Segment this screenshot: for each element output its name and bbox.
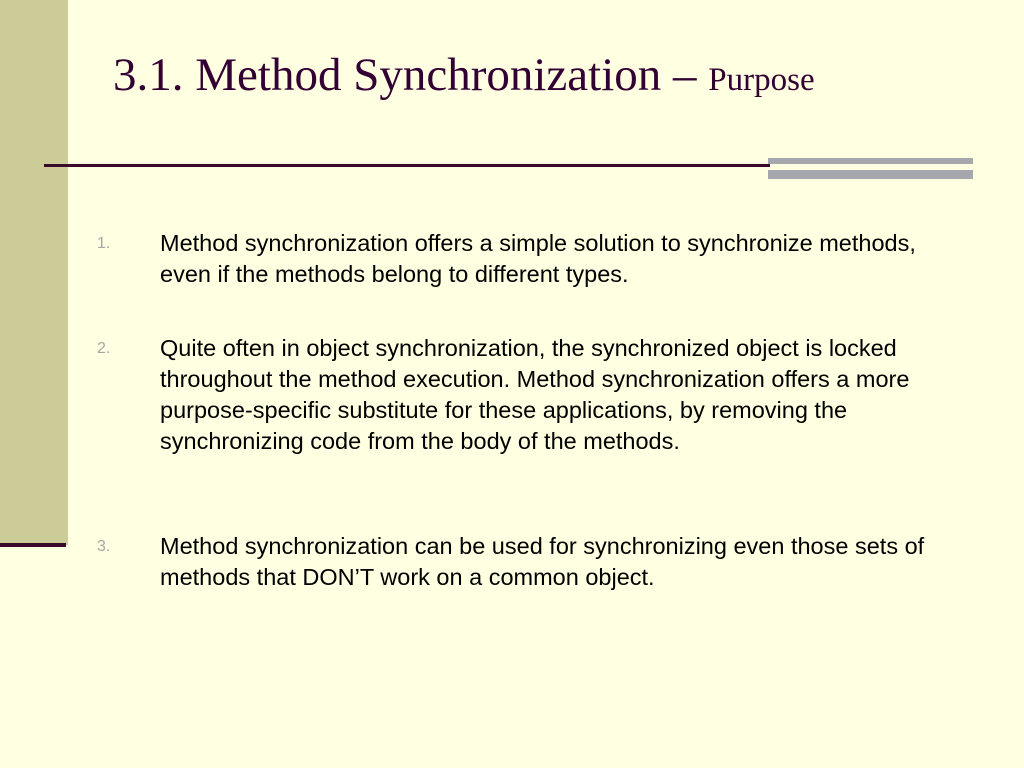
left-sidebar-bar bbox=[0, 0, 68, 545]
title-underline-accent-bottom bbox=[768, 170, 973, 179]
slide-title-main: 3.1. Method Synchronization – bbox=[113, 49, 709, 101]
list-item-text: Method synchronization offers a simple solution to synchronize methods, even if the methods belong to different types. bbox=[160, 230, 916, 287]
list-item-text: Quite often in object synchronization, the synchronized object is locked throughout the method execution. Method synchronization offers a more purpose-specific substitute for these applications, by removing the synchronizing code from the body of the methods. bbox=[160, 335, 910, 454]
slide-title-subtitle: Purpose bbox=[708, 62, 815, 98]
list-item-number: 1. bbox=[97, 235, 111, 252]
title-underline-accent-top bbox=[768, 158, 973, 164]
left-sidebar-rule bbox=[0, 543, 66, 547]
list-item-number: 3. bbox=[97, 538, 111, 555]
slide-title bbox=[113, 49, 815, 101]
list-item-text: Method synchronization can be used for synchronizing even those sets of methods that DON’T work on a common object. bbox=[160, 533, 925, 590]
title-underline bbox=[44, 164, 770, 167]
list-item-number: 2. bbox=[97, 340, 111, 357]
